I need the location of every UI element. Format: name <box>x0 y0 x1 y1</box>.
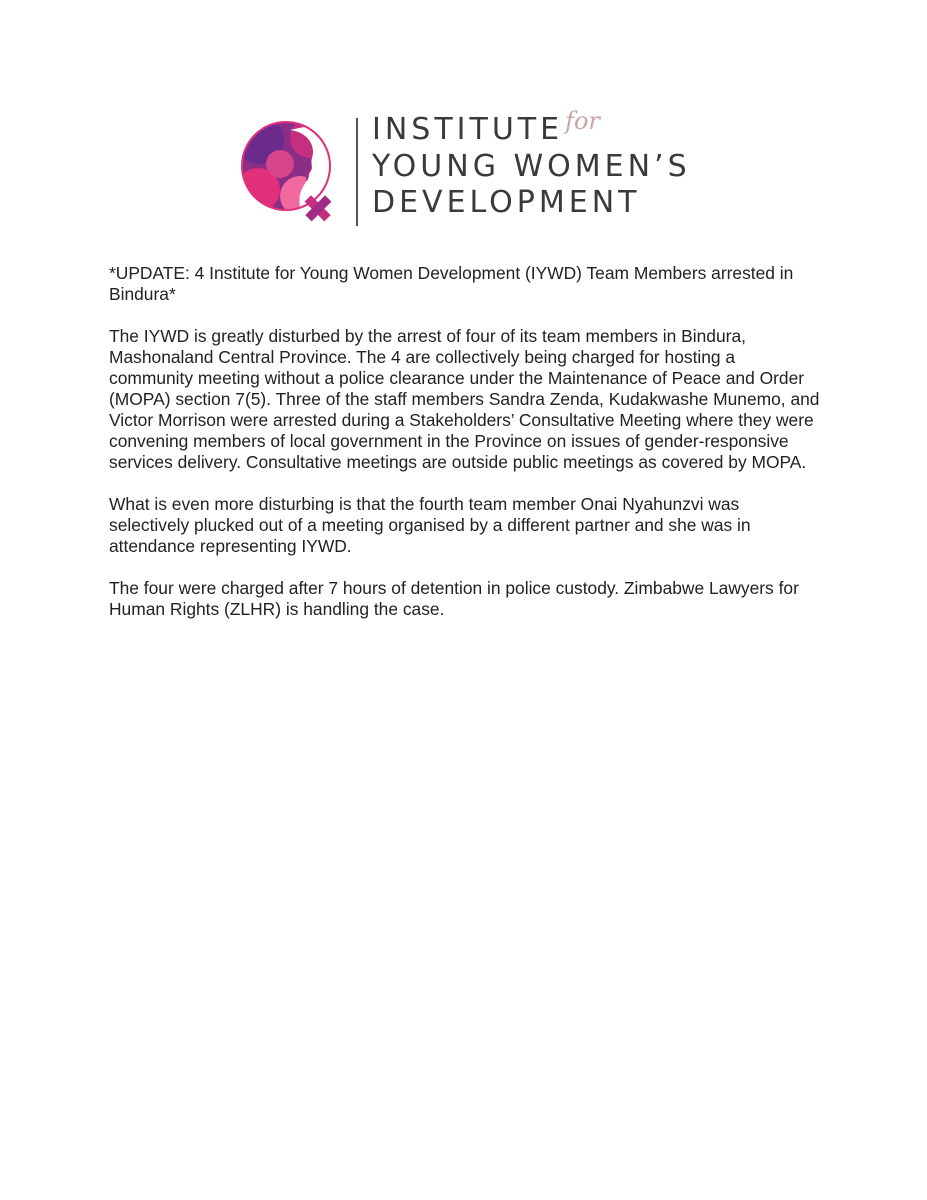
logo-line-1 <box>372 107 690 149</box>
logo-divider <box>356 118 358 226</box>
organization-logo <box>240 107 691 232</box>
headline: *UPDATE: 4 Institute for Young Women Development (IYWD) Team Members arrested in Bindura* <box>109 263 794 304</box>
document-body <box>109 263 821 641</box>
logo-line-2: YOUNG WOMEN’S <box>372 149 691 184</box>
logo-institute-text: INSTITUTE <box>372 112 564 147</box>
logo-line-3: DEVELOPMENT <box>372 185 641 220</box>
paragraph-3: The four were charged after 7 hours of detention in police custody. Zimbabwe Lawyers for Human Rights (ZLHR) is handling the case. <box>109 578 799 619</box>
logo-wordmark <box>372 107 691 221</box>
logo-for-text: for <box>565 107 600 135</box>
female-symbol-logo-icon <box>240 120 348 230</box>
paragraph-1: The IYWD is greatly disturbed by the arrest of four of its team members in Bindura, Mashonaland Central Province. The 4 are collectively being charged for hosting a community meeting without a police clearance under the Maintenance of Peace and Order (MOPA) section 7(5). Three of the staff members Sandra Zenda, Kudakwashe Munemo, and Victor Morrison were arrested during a Stakeholders’ Consultative Meeting where they were convening members of local government in the Province on issues of gender-responsive services delivery. Consultative meetings are outside public meetings as covered by MOPA. <box>109 326 820 472</box>
paragraph-2: What is even more disturbing is that the fourth team member Onai Nyahunzvi was selectively plucked out of a meeting organised by a different partner and she was in attendance representing IYWD. <box>109 494 751 556</box>
